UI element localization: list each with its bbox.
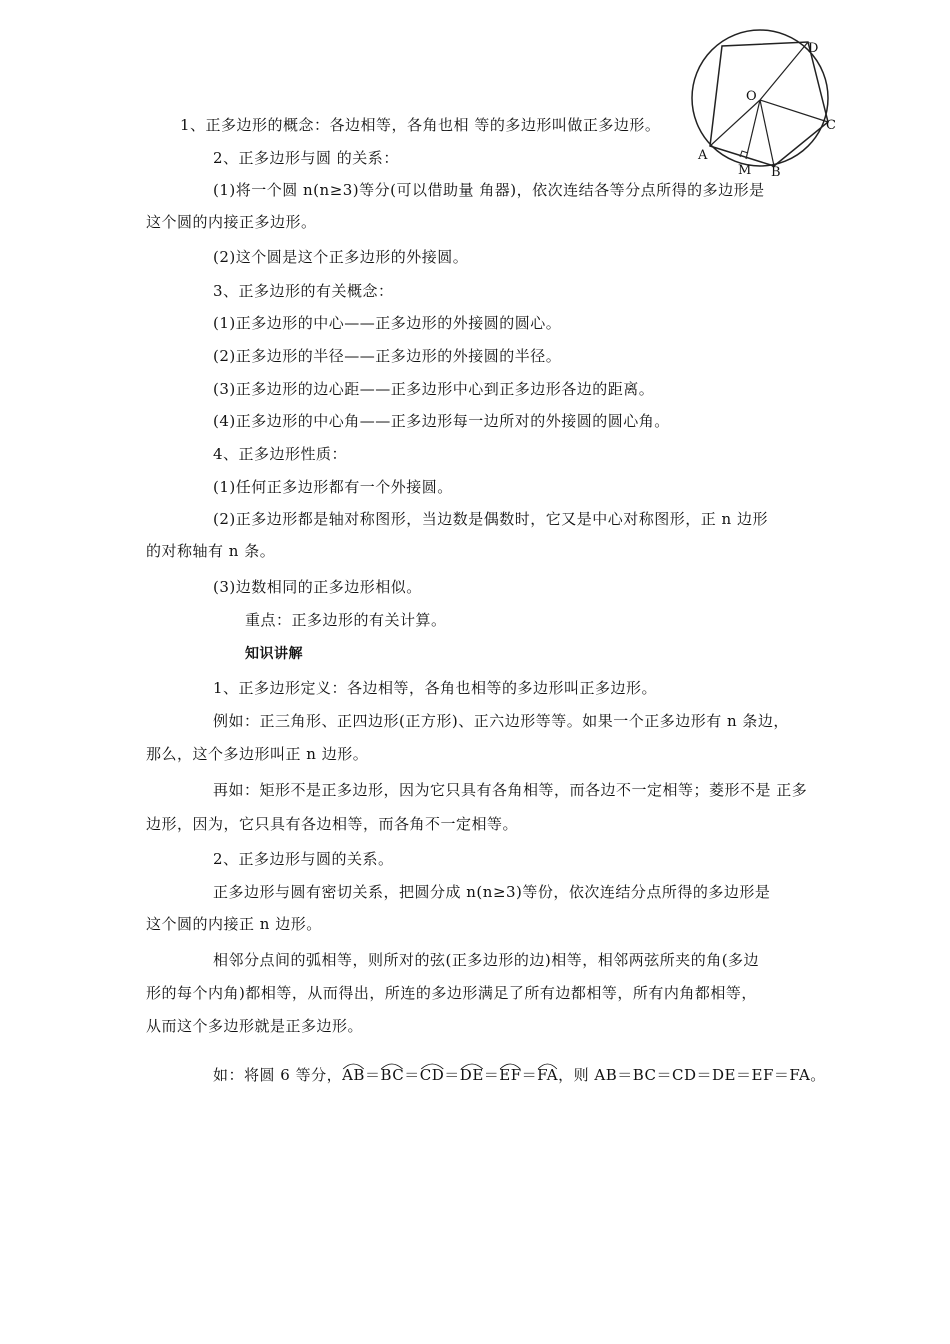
concept-line: 1、正多边形的概念：各边相等，各角也相 等的多边形叫做正多边形。	[180, 116, 661, 134]
relation-text-1: 正多边形与圆有密切关系，把圆分成 n(n≥3)等份，依次连结分点所得的多边形是	[213, 883, 771, 901]
arc-example-line: 如：将圆 6 等分， AB＝ BC＝ CD＝ DE＝ EF＝ FA，则 AB＝BC＝CD＝DE＝EF＝FA。	[213, 1061, 826, 1085]
arc-EF: EF	[499, 1066, 522, 1084]
concept-radius: (2)正多边形的半径——正多边形的外接圆的半径。	[213, 347, 562, 365]
arc-AB: AB	[342, 1066, 365, 1084]
relation-heading: 2、正多边形与圆 的关系：	[213, 149, 399, 167]
relation-heading-2: 2、正多边形与圆的关系。	[213, 850, 394, 868]
relation-text-2-cont: 形的每个内角)都相等，从而得出，所连的多边形满足了所有边都相等，所有内角都相等，	[146, 984, 757, 1002]
related-concepts-heading: 3、正多边形的有关概念：	[213, 282, 394, 300]
concept-central-angle: (4)正多边形的中心角——正多边形每一边所对的外接圆的圆心角。	[213, 412, 670, 430]
example-line-cont: 那么，这个多边形叫正 n 边形。	[146, 745, 369, 763]
property-3: (3)边数相同的正多边形相似。	[213, 578, 422, 596]
label-A: A	[698, 148, 708, 163]
arc-example-prefix: 如：将圆 6 等分，	[213, 1066, 343, 1084]
relation-text-1-cont: 这个圆的内接正 n 边形。	[146, 915, 322, 933]
label-D: D	[808, 41, 819, 56]
concept-center: (1)正多边形的中心——正多边形的外接圆的圆心。	[213, 314, 562, 332]
property-1: (1)任何正多边形都有一个外接圆。	[213, 478, 453, 496]
property-2: (2)正多边形都是轴对称图形，当边数是偶数时，它又是中心对称图形，正 n 边形	[213, 510, 768, 528]
relation-item-1: (1)将一个圆 n(n≥3)等分(可以借助量 角器)，依次连结各等分点所得的多边形是	[213, 181, 765, 199]
definition-line: 1、正多边形定义：各边相等，各角也相等的多边形叫正多边形。	[213, 679, 658, 697]
label-O: O	[746, 89, 757, 104]
radius-OD	[760, 42, 808, 100]
concept-apothem: (3)正多边形的边心距——正多边形中心到正多边形各边的距离。	[213, 380, 655, 398]
counter-example-line: 再如：矩形不是正多边形，因为它只具有各角相等，而各边不一定相等；菱形不是 正多	[213, 781, 808, 799]
arc-example-suffix: ，则 AB＝BC＝CD＝DE＝EF＝FA。	[558, 1066, 826, 1084]
example-line: 例如：正三角形、正四边形(正方形)、正六边形等等。如果一个正多边形有 n 条边，	[213, 712, 789, 730]
polygon-circle-figure	[680, 28, 850, 178]
arc-FA: FA	[537, 1066, 559, 1084]
properties-heading: 4、正多边形性质：	[213, 445, 348, 463]
arc-BC: BC	[380, 1066, 405, 1084]
property-2-cont: 的对称轴有 n 条。	[146, 542, 276, 560]
radius-OB	[760, 100, 774, 166]
relation-item-1-cont: 这个圆的内接正多边形。	[146, 213, 317, 231]
arc-DE: DE	[459, 1066, 484, 1084]
relation-text-2: 相邻分点间的弧相等，则所对的弦(正多边形的边)相等，相邻两弦所夹的角(多边	[213, 951, 760, 969]
radius-OC	[760, 100, 828, 122]
arc-CD: CD	[419, 1066, 445, 1084]
counter-example-cont: 边形，因为，它只具有各边相等，而各角不一定相等。	[146, 815, 519, 833]
radius-OA	[710, 100, 760, 146]
relation-item-2: (2)这个圆是这个正多边形的外接圆。	[213, 248, 469, 266]
inscribed-polygon	[710, 42, 828, 166]
relation-text-2-end: 从而这个多边形就是正多边形。	[146, 1017, 364, 1035]
label-C: C	[826, 118, 836, 133]
label-B: B	[771, 165, 781, 178]
label-M: M	[738, 163, 752, 178]
section-title: 知识讲解	[245, 646, 303, 662]
key-point: 重点：正多边形的有关计算。	[245, 611, 447, 629]
apothem-OM	[746, 100, 760, 159]
